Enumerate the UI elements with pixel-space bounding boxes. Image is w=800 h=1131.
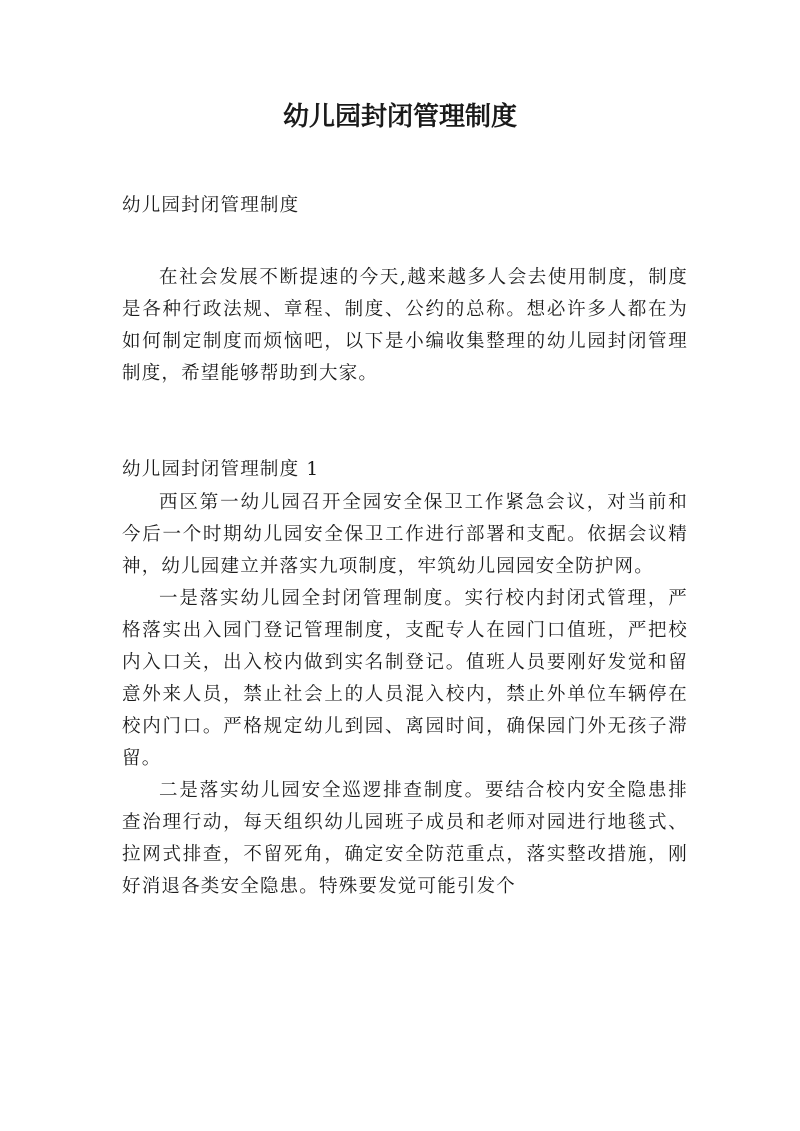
paragraph-patrol-inspection: 二是落实幼儿园安全巡逻排查制度。要结合校内安全隐患排查治理行动，每天组织幼儿园班子成员和老师对园进行地毯式、拉网式排查，不留死角，确定安全防范重点，落实整改措施，刚好消退各类安全隐患。特殊要发觉可能引发个 <box>122 780 688 897</box>
document-title: 幼儿园封闭管理制度 <box>282 102 517 132</box>
intro-paragraph: 在社会发展不断提速的今天,越来越多人会去使用制度，制度是各种行政法规、章程、制度、公约的总称。想必许多人都在为如何制定制度而烦恼吧，以下是小编收集整理的幼儿园封闭管理制度，希望能够帮助到大家。 <box>122 267 688 384</box>
paragraph-closed-management: 一是落实幼儿园全封闭管理制度。实行校内封闭式管理，严格落实出入园门登记管理制度，支配专人在园门口值班，严把校内入口关，出入校内做到实名制登记。值班人员要刚好发觉和留意外来人员，禁止社会上的人员混入校内，禁止外单位车辆停在校内门口。严格规定幼儿到园、离园时间，确保园门外无孩子滞留。 <box>122 588 688 769</box>
document-subtitle: 幼儿园封闭管理制度 <box>122 195 300 216</box>
section-body <box>122 487 688 903</box>
section-heading: 幼儿园封闭管理制度 1 <box>122 459 320 480</box>
paragraph-meeting: 西区第一幼儿园召开全园安全保卫工作紧急会议，对当前和今后一个时期幼儿园安全保卫工作进行部署和支配。依据会议精神，幼儿园建立并落实九项制度，牢筑幼儿园园安全防护网。 <box>122 492 688 577</box>
